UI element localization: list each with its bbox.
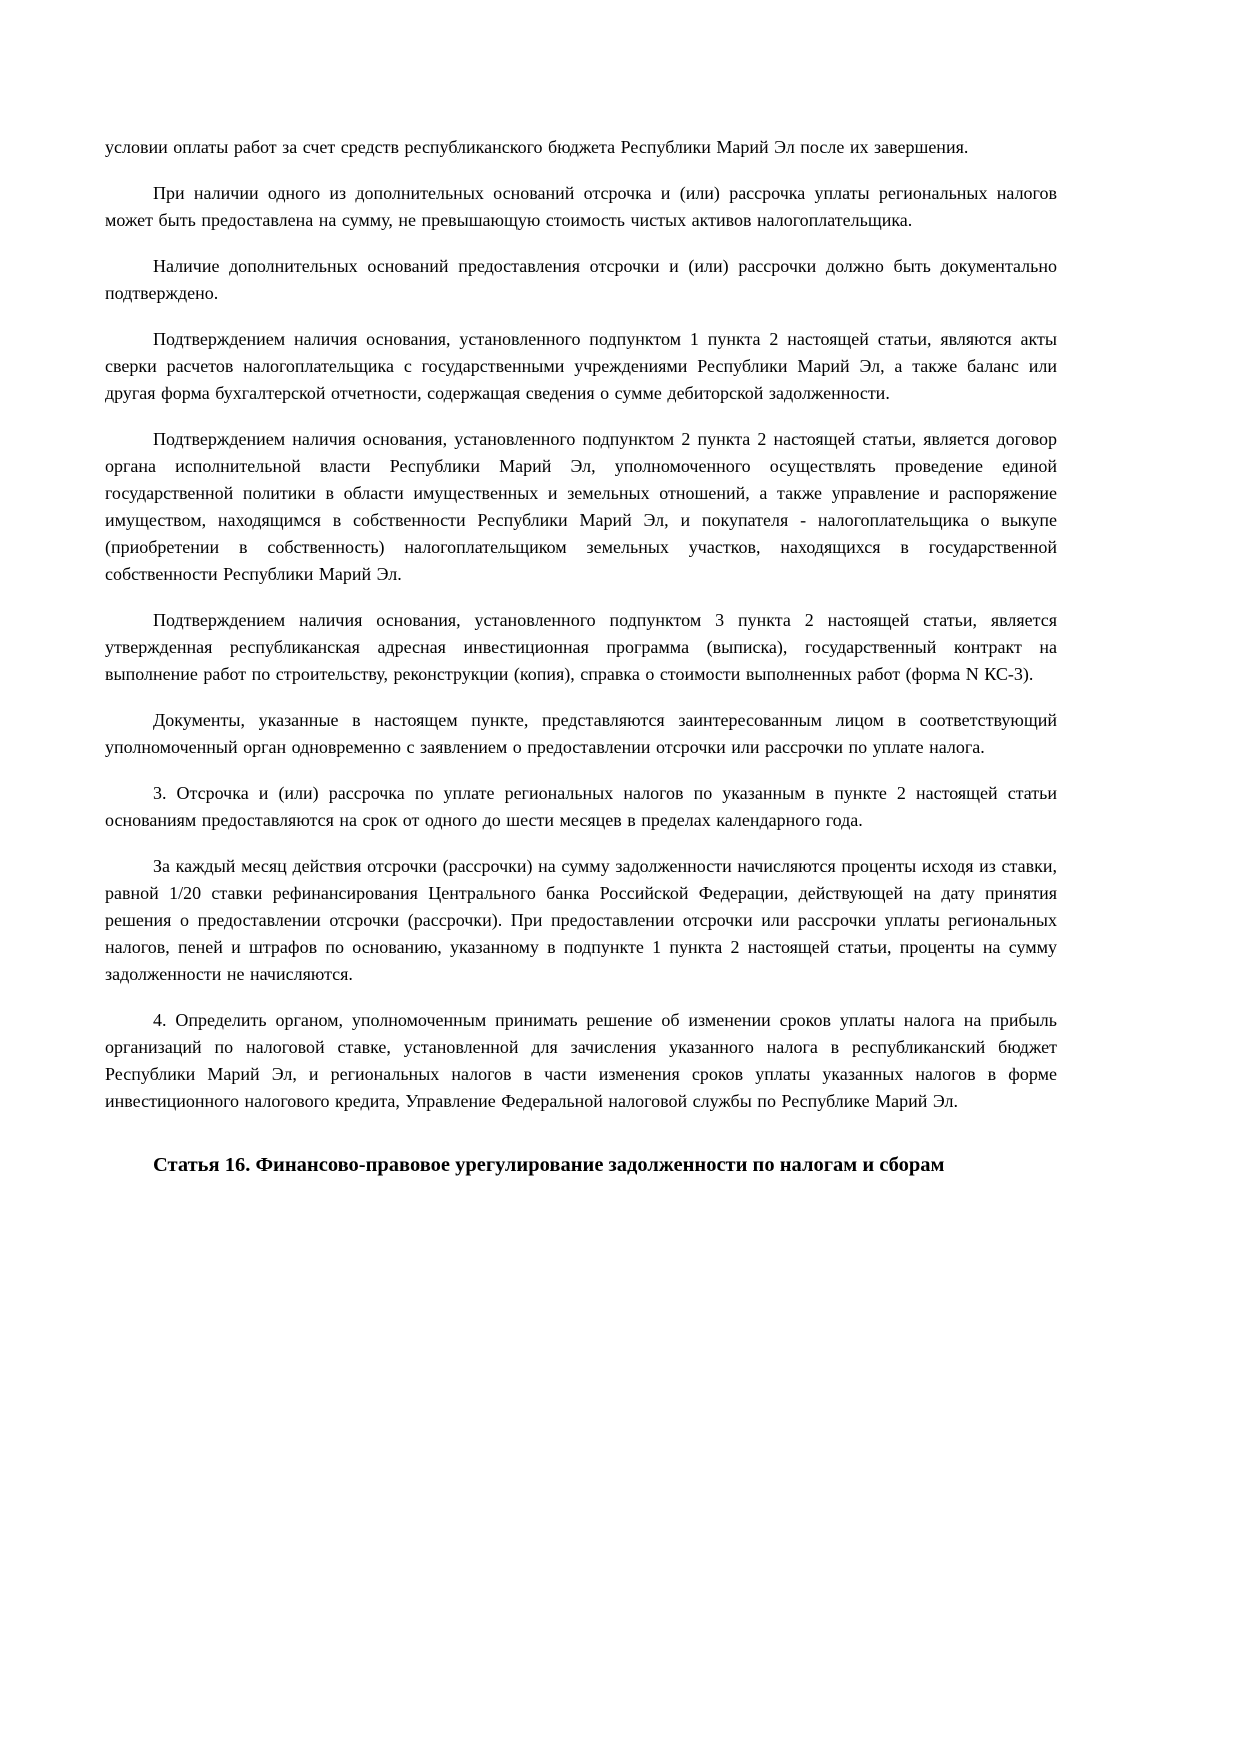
paragraph: Подтверждением наличия основания, установленного подпунктом 3 пункта 2 настоящей статьи, является утвержденная республиканская адресная инвестиционная программа (выписка), государственный контракт на выполнение работ по строительству, реконструкции (копия), справка о стоимости выполненных работ (форма N КС-3). xyxy=(105,610,1057,684)
paragraph: Наличие дополнительных оснований предоставления отсрочки и (или) рассрочки должно быть документально подтверждено. xyxy=(105,256,1057,303)
paragraph: За каждый месяц действия отсрочки (рассрочки) на сумму задолженности начисляются проценты исходя из ставки, равной 1/20 ставки рефинансирования Центрального банка Российской Федерации, действующей на дату принятия решения о предоставлении отсрочки (рассрочки). При предоставлении отсрочки или рассрочки уплаты региональных налогов, пеней и штрафов по основанию, указанному в подпункте 1 пункта 2 настоящей статьи, проценты на сумму задолженности не начисляются. xyxy=(105,856,1057,984)
document-text-block xyxy=(105,134,1057,1183)
paragraph: 3. Отсрочка и (или) рассрочка по уплате региональных налогов по указанным в пункте 2 настоящей статьи основаниям предоставляются на срок от одного до шести месяцев в пределах календарного года. xyxy=(105,783,1057,830)
section-heading: Статья 16. Финансово-правовое урегулирование задолженности по налогам и сборам xyxy=(153,1154,945,1176)
paragraph: условии оплаты работ за счет средств республиканского бюджета Республики Марий Эл после их завершения. xyxy=(105,137,969,157)
paragraph: 4. Определить органом, уполномоченным принимать решение об изменении сроков уплаты налога на прибыль организаций по налоговой ставке, установленной для зачисления указанного налога в республиканский бюджет Республики Марий Эл, и региональных налогов в части изменения сроков уплаты указанных налогов в форме инвестиционного налогового кредита, Управление Федеральной налоговой службы по Республике Марий Эл. xyxy=(105,1010,1057,1111)
paragraph: Подтверждением наличия основания, установленного подпунктом 1 пункта 2 настоящей статьи, являются акты сверки расчетов налогоплательщика с государственными учреждениями Республики Марий Эл, а также баланс или другая форма бухгалтерской отчетности, содержащая сведения о сумме дебиторской задолженности. xyxy=(105,329,1057,403)
paragraph: При наличии одного из дополнительных оснований отсрочка и (или) рассрочка уплаты региональных налогов может быть предоставлена на сумму, не превышающую стоимость чистых активов налогоплательщика. xyxy=(105,183,1057,230)
paragraph: Документы, указанные в настоящем пункте, представляются заинтересованным лицом в соответствующий уполномоченный орган одновременно с заявлением о предоставлении отсрочки или рассрочки по уплате налога. xyxy=(105,710,1057,757)
paragraph: Подтверждением наличия основания, установленного подпунктом 2 пункта 2 настоящей статьи, является договор органа исполнительной власти Республики Марий Эл, уполномоченного осуществлять проведение единой государственной политики в области имущественных и земельных отношений, а также управление и распоряжение имуществом, находящимся в собственности Республики Марий Эл, и покупателя - налогоплательщика о выкупе (приобретении в собственность) налогоплательщиком земельных участков, находящихся в государственной собственности Республики Марий Эл. xyxy=(105,429,1057,584)
